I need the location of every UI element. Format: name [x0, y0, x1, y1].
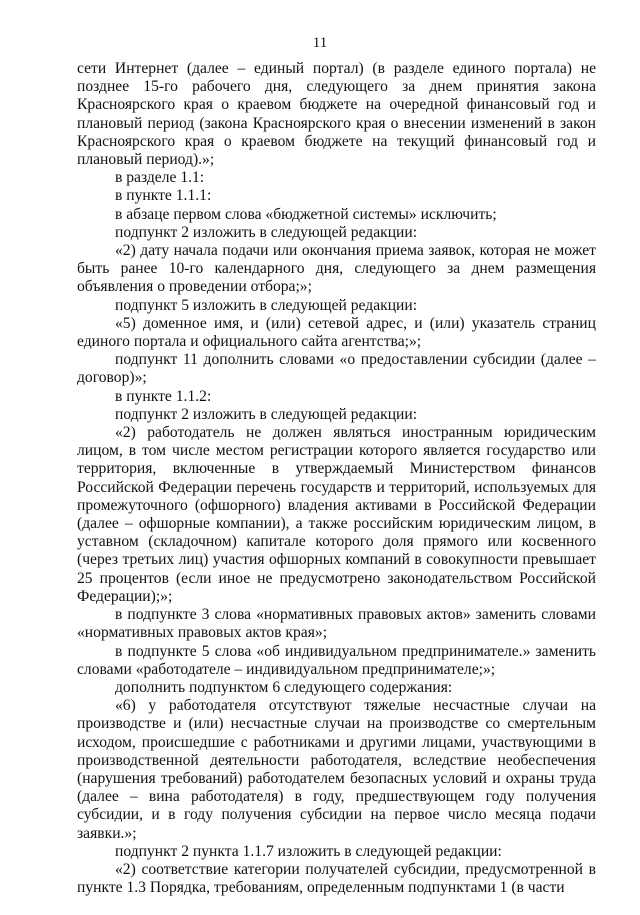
paragraph-section-1-1: в разделе 1.1:: [115, 169, 205, 187]
paragraph-continuation: сети Интернет (далее – единый портал) (в разделе единого портала) не позднее 15-го рабочего дня, следующего за днем принятия закона Красноярского края о краевом бюджете на очередной финансовый год и плановый период (закона Красноярского края о внесении изменений в закон Красноярского края о краевом бюджете на текущий финансовый год и плановый период).»;: [77, 60, 596, 169]
page-number: 11: [312, 35, 328, 51]
paragraph-subitem-2-intro-b: подпункт 2 изложить в следующей редакции:: [115, 405, 418, 423]
paragraph-subitem-3: в подпункте 3 слова «нормативных правовых актов» заменить словами «нормативных правовых актов края»;: [77, 606, 596, 642]
paragraph-subitem-2-intro: подпункт 2 изложить в следующей редакции:: [115, 223, 418, 241]
document-body: [77, 60, 596, 897]
paragraph-subitem-6-text: «6) у работодателя отсутствуют тяжелые несчастные случаи на производстве и (или) несчастные случаи на производстве со смертельным исходом, происшедшие с работниками и другими лицами, участвующими в производственной деятельности работодателя, вследствие необеспечения (нарушения требований) работодателем безопасных условий и охраны труда (далее – вина работодателя) в году, предшествующем году получения субсидии, и в году получения субсидии на первое число месяца подачи заявки.»;: [77, 697, 596, 842]
paragraph-subitem-5-text: «5) доменное имя, и (или) сетевой адрес, и (или) указатель страниц единого портала и официального сайта агентства;»;: [77, 314, 596, 351]
paragraph-item-1-1-2: в пункте 1.1.2:: [115, 387, 212, 405]
paragraph-item-1-1-1: в пункте 1.1.1:: [115, 187, 212, 205]
paragraph-subitem-2-c: «2) соответствие категории получателей субсидии, предусмотренной в пункте 1.3 Порядка, требованиям, определенным подпунктами 1 (в части: [77, 860, 596, 897]
paragraph-employer-requirement: «2) работодатель не должен являться иностранным юридическим лицом, в том числе местом регистрации которого является государство или территория, включенные в утверждаемый Министерством финансов Российской Федерации перечень государств и территорий, используемых для промежуточного (офшорного) владения активами в Российской Федерации (далее – офшорные компании), а также российским юридическим лицом, в уставном (складочном) капитале которого доля прямого или косвенного (через третьих лиц) участия офшорных компаний в совокупности превышает 25 процентов (если иное не предусмотрено законодательством Российской Федерации);»;: [77, 424, 596, 605]
paragraph-add-subitem-6: дополнить подпунктом 6 следующего содержания:: [115, 678, 453, 696]
paragraph-subitem-5-b: в подпункте 5 слова «об индивидуальном предпринимателе.» заменить словами «работодателе – индивидуальном предпринимателе;»;: [77, 642, 596, 678]
paragraph-subitem-2-text: «2) дату начала подачи или окончания приема заявок, которая не может быть ранее 10-го календарного дня, следующего за днем размещения объявления о проведении отбора;»;: [77, 242, 596, 296]
paragraph-subitem-5-intro: подпункт 5 изложить в следующей редакции:: [115, 296, 418, 314]
paragraph-item-1-1-7: подпункт 2 пункта 1.1.7 изложить в следующей редакции:: [115, 842, 502, 860]
paragraph-subitem-11: подпункт 11 дополнить словами «о предоставлении субсидии (далее – договор)»;: [77, 351, 596, 387]
paragraph-first-abzac: в абзаце первом слова «бюджетной системы» исключить;: [115, 205, 497, 223]
